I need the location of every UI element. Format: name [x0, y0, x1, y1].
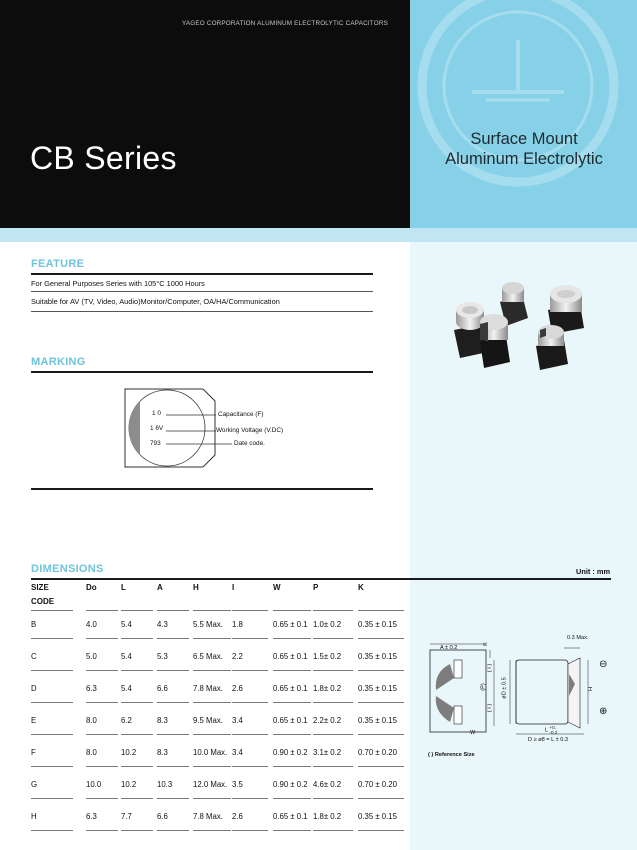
- table-rule: [31, 798, 73, 799]
- table-rule: [86, 734, 118, 735]
- table-cell: 4.6± 0.2: [313, 780, 342, 789]
- table-rule: [313, 610, 353, 611]
- table-rule: [232, 702, 268, 703]
- table-cell: 2.2± 0.2: [313, 716, 342, 725]
- capacitor-3: [480, 314, 510, 368]
- table-rule: [31, 734, 73, 735]
- marking-label-voltage: Working Voltage (V.DC): [216, 427, 284, 434]
- reference-size-note: ( ) Reference Size: [428, 752, 475, 758]
- table-cell: 0.70 ± 0.20: [358, 748, 397, 757]
- product-photo: [440, 280, 610, 380]
- table-cell: 0.70 ± 0.20: [358, 780, 397, 789]
- drawing-bottom-label: D ≥ ø8 = L ± 0.3: [528, 737, 568, 743]
- table-cell: 5.4: [121, 620, 132, 629]
- drawing-h-label: H: [588, 686, 595, 692]
- table-rule: [157, 766, 189, 767]
- table-rule: [193, 798, 231, 799]
- table-rule: [121, 638, 153, 639]
- table-cell: 0.35 ± 0.15: [358, 620, 397, 629]
- table-cell: 3.4: [232, 716, 243, 725]
- table-cell: G: [31, 780, 38, 789]
- drawing-k-label: K: [482, 642, 489, 646]
- table-rule: [358, 798, 404, 799]
- table-rule: [232, 670, 268, 671]
- marking-date-value: 793: [150, 440, 161, 447]
- table-rule: [121, 766, 153, 767]
- table-rule: [121, 610, 153, 611]
- feature-item-1: For General Purposes Series with 105°C 1000 Hours: [31, 279, 205, 288]
- table-cell: 4.3: [157, 620, 168, 629]
- marking-capacitance-value: 1 0: [152, 410, 161, 417]
- table-rule: [313, 734, 353, 735]
- column-header: P: [313, 583, 319, 592]
- table-cell: 3.4: [232, 748, 243, 757]
- table-cell: B: [31, 620, 37, 629]
- table-cell: 1.8± 0.2: [313, 684, 342, 693]
- table-rule: [157, 638, 189, 639]
- table-cell: 0.35 ± 0.15: [358, 716, 397, 725]
- table-rule: [193, 610, 231, 611]
- table-rule: [273, 830, 311, 831]
- table-rule: [193, 670, 231, 671]
- table-rule: [358, 610, 404, 611]
- table-rule: [358, 638, 404, 639]
- column-header-sub: CODE: [31, 597, 55, 606]
- drawing-l-tol-bottom: -0.2: [549, 730, 558, 735]
- drawing-i-label-bottom: ( I ): [487, 703, 494, 713]
- minus-terminal-icon: ⊖: [599, 659, 608, 670]
- marking-label-capacitance: Capacitance (F): [218, 411, 264, 418]
- table-rule: [157, 670, 189, 671]
- column-header: Do: [86, 583, 97, 592]
- table-rule: [273, 670, 311, 671]
- table-cell: 0.65 ± 0.1: [273, 652, 308, 661]
- marking-bottom-rule: [31, 488, 373, 490]
- logo-watermark: [410, 0, 637, 228]
- table-cell: 0.90 ± 0.2: [273, 780, 308, 789]
- drawing-l-tolerance: [549, 725, 557, 735]
- table-rule: [31, 670, 73, 671]
- table-rule: [313, 766, 353, 767]
- table-rule: [193, 830, 231, 831]
- column-header: SIZE: [31, 583, 49, 592]
- table-cell: 0.35 ± 0.15: [358, 684, 397, 693]
- table-rule: [232, 638, 268, 639]
- table-cell: 2.2: [232, 652, 243, 661]
- table-rule: [157, 702, 189, 703]
- table-cell: 10.3: [157, 780, 173, 789]
- table-rule: [313, 830, 353, 831]
- table-cell: 2.6: [232, 812, 243, 821]
- column-header: H: [193, 583, 199, 592]
- table-rule: [232, 610, 268, 611]
- feature-divider: [31, 311, 373, 312]
- table-cell: 0.65 ± 0.1: [273, 620, 308, 629]
- table-rule: [232, 798, 268, 799]
- drawing-l-letter: L: [545, 727, 548, 734]
- table-rule: [313, 670, 353, 671]
- series-title: CB Series: [30, 140, 177, 176]
- table-cell: 0.65 ± 0.1: [273, 716, 308, 725]
- table-rule: [86, 702, 118, 703]
- column-header: K: [358, 583, 364, 592]
- table-rule: [193, 638, 231, 639]
- marking-label-date: Date code.: [234, 440, 265, 447]
- table-rule: [121, 702, 153, 703]
- table-cell: 1.0± 0.2: [313, 620, 342, 629]
- table-rule: [31, 702, 73, 703]
- table-rule: [31, 766, 73, 767]
- table-cell: F: [31, 748, 36, 757]
- table-cell: H: [31, 812, 37, 821]
- header-black-panel: [0, 0, 410, 228]
- table-rule: [273, 766, 311, 767]
- table-rule: [31, 830, 73, 831]
- table-rule: [193, 702, 231, 703]
- table-rule: [273, 610, 311, 611]
- table-cell: 9.5 Max.: [193, 716, 223, 725]
- subtitle-line-2: Aluminum Electrolytic: [445, 150, 603, 168]
- table-rule: [157, 734, 189, 735]
- table-rule: [193, 766, 231, 767]
- table-cell: 8.3: [157, 748, 168, 757]
- table-rule: [86, 610, 118, 611]
- table-rule: [313, 638, 353, 639]
- table-cell: 6.5 Max.: [193, 652, 223, 661]
- table-cell: 7.8 Max.: [193, 812, 223, 821]
- table-cell: 6.6: [157, 684, 168, 693]
- header-blue-panel: [410, 0, 637, 228]
- table-cell: 10.0 Max.: [193, 748, 228, 757]
- table-cell: 10.0: [86, 780, 102, 789]
- drawing-w-label: W: [470, 730, 476, 736]
- table-cell: 7.8 Max.: [193, 684, 223, 693]
- table-rule: [121, 670, 153, 671]
- table-rule: [273, 734, 311, 735]
- drawing-max-label: 0.3 Max.: [567, 635, 589, 641]
- table-cell: 12.0 Max.: [193, 780, 228, 789]
- table-rule: [358, 702, 404, 703]
- marking-heading: MARKING: [31, 356, 86, 368]
- drawing-l-label: [545, 725, 557, 735]
- table-rule: [31, 638, 73, 639]
- table-cell: 0.35 ± 0.15: [358, 812, 397, 821]
- table-cell: 4.0: [86, 620, 97, 629]
- table-rule: [358, 830, 404, 831]
- table-rule: [193, 734, 231, 735]
- table-cell: 1.8± 0.2: [313, 812, 342, 821]
- column-header: L: [121, 583, 126, 592]
- table-cell: 0.65 ± 0.1: [273, 812, 308, 821]
- table-rule: [358, 734, 404, 735]
- table-rule: [273, 702, 311, 703]
- table-rule: [121, 798, 153, 799]
- table-rule: [86, 766, 118, 767]
- table-rule: [273, 638, 311, 639]
- marking-rule: [31, 371, 373, 373]
- table-rule: [358, 670, 404, 671]
- table-rule: [232, 766, 268, 767]
- drawing-l-tol-top: +0.: [549, 725, 556, 730]
- table-cell: 5.4: [121, 684, 132, 693]
- table-rule: [86, 638, 118, 639]
- table-rule: [358, 766, 404, 767]
- table-rule: [157, 830, 189, 831]
- plus-terminal-icon: ⊕: [599, 706, 608, 717]
- column-header: A: [157, 583, 163, 592]
- table-cell: 3.1± 0.2: [313, 748, 342, 757]
- table-cell: 5.0: [86, 652, 97, 661]
- feature-divider: [31, 291, 373, 292]
- company-line: YAGEO CORPORATION ALUMINUM ELECTROLYTIC CAPACITORS: [181, 20, 388, 27]
- table-rule: [232, 830, 268, 831]
- unit-label: Unit : mm: [576, 567, 611, 576]
- feature-heading: FEATURE: [31, 258, 85, 270]
- table-cell: 10.2: [121, 780, 137, 789]
- table-rule: [313, 702, 353, 703]
- table-cell: 5.3: [157, 652, 168, 661]
- table-rule: [86, 670, 118, 671]
- table-rule: [157, 798, 189, 799]
- feature-item-2: Suitable for AV (TV, Video, Audio)Monitor/Computer, OA/HA/Communication: [31, 297, 280, 306]
- table-cell: 10.2: [121, 748, 137, 757]
- table-cell: 8.3: [157, 716, 168, 725]
- drawing-p-label: (P): [480, 683, 487, 691]
- dimensions-heading: DIMENSIONS: [31, 563, 104, 575]
- table-rule: [232, 734, 268, 735]
- table-rule: [31, 610, 73, 611]
- table-cell: 1.5± 0.2: [313, 652, 342, 661]
- feature-rule: [31, 273, 373, 275]
- table-cell: 0.35 ± 0.15: [358, 652, 397, 661]
- table-cell: 0.65 ± 0.1: [273, 684, 308, 693]
- table-cell: 1.8: [232, 620, 243, 629]
- table-rule: [313, 798, 353, 799]
- column-header: W: [273, 583, 281, 592]
- marking-voltage-value: 1 6V: [150, 425, 164, 432]
- table-cell: 8.0: [86, 748, 97, 757]
- table-cell: 7.7: [121, 812, 132, 821]
- table-cell: 8.0: [86, 716, 97, 725]
- dimensions-rule: [31, 578, 611, 580]
- capacitor-5: [536, 325, 568, 370]
- header-band: [0, 228, 637, 242]
- table-rule: [157, 610, 189, 611]
- table-rule: [273, 798, 311, 799]
- subtitle-line-1: Surface Mount: [470, 130, 578, 148]
- drawing-i-label-top: ( I ): [487, 663, 494, 673]
- table-cell: 6.2: [121, 716, 132, 725]
- table-cell: 6.3: [86, 684, 97, 693]
- table-cell: 0.90 ± 0.2: [273, 748, 308, 757]
- table-cell: 3.5: [232, 780, 243, 789]
- table-cell: D: [31, 684, 37, 693]
- table-cell: 6.3: [86, 812, 97, 821]
- table-cell: E: [31, 716, 37, 725]
- subtitle: [418, 129, 630, 169]
- table-cell: 6.6: [157, 812, 168, 821]
- table-cell: 2.6: [232, 684, 243, 693]
- table-rule: [86, 830, 118, 831]
- drawing-d-label: øD ± 0.5: [501, 677, 508, 699]
- table-rule: [86, 798, 118, 799]
- table-cell: 5.5 Max.: [193, 620, 223, 629]
- table-rule: [121, 734, 153, 735]
- table-cell: 5.4: [121, 652, 132, 661]
- column-header: I: [232, 583, 235, 592]
- drawing-a-label: A ± 0.2: [440, 645, 458, 651]
- table-rule: [121, 830, 153, 831]
- table-cell: C: [31, 652, 37, 661]
